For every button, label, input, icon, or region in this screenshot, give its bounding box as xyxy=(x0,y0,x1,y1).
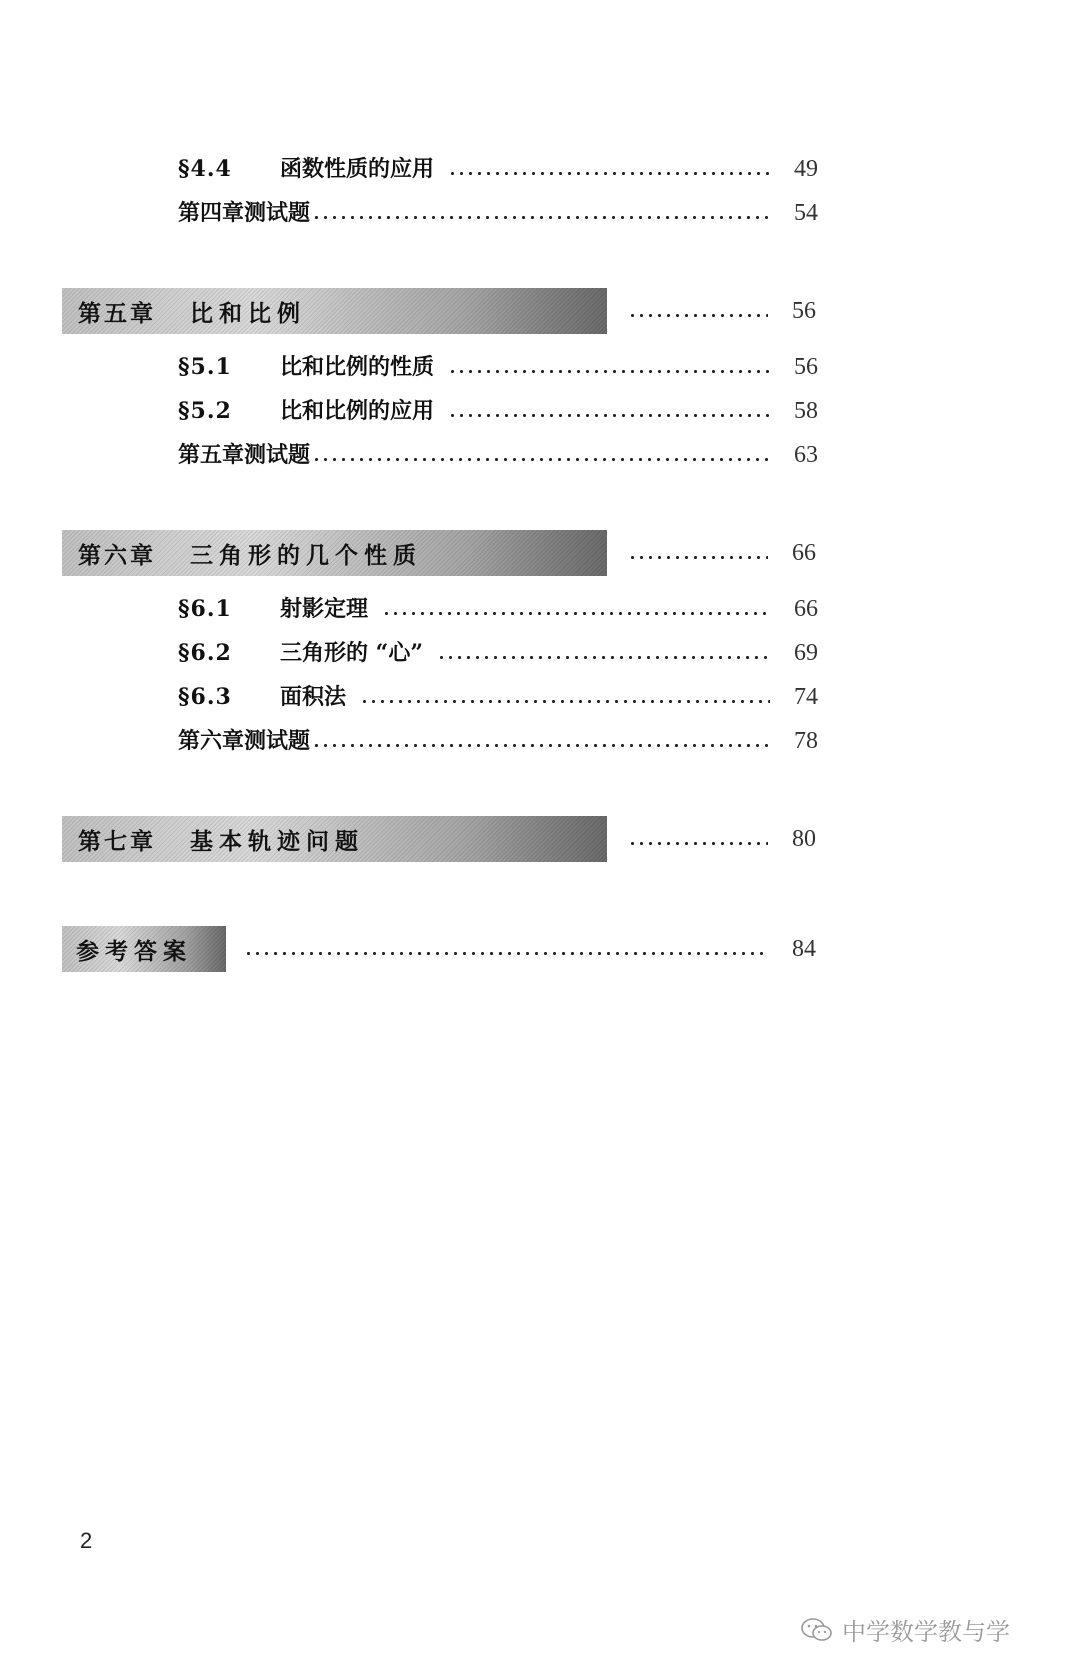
toc-entry-6-1 xyxy=(178,592,818,626)
section-number: §5.1 xyxy=(178,354,232,380)
dot-leader xyxy=(382,592,770,626)
section-number: §6.3 xyxy=(178,684,232,710)
dot-leader xyxy=(448,350,770,384)
page-number: 58 xyxy=(794,398,818,424)
page-number: 63 xyxy=(794,442,818,468)
answers-page xyxy=(244,926,819,972)
entry-title: 面积法 xyxy=(280,684,347,710)
wechat-icon xyxy=(800,1617,834,1643)
toc-entry-4-4 xyxy=(178,152,818,186)
page-number: 56 xyxy=(792,297,816,324)
entry-title: 比和比例的性质 xyxy=(280,354,435,380)
chapter-label: 第七章 xyxy=(78,827,156,855)
watermark-text: 中学数学教与学 xyxy=(842,1618,1010,1646)
page-number: 84 xyxy=(792,935,816,962)
chapter-banner-5 xyxy=(62,288,607,334)
entry-title: 三角形的 “心” xyxy=(280,640,423,666)
answers-banner xyxy=(62,926,226,972)
toc-entry-6-3 xyxy=(178,680,818,714)
entry-title: 第五章测试题 xyxy=(178,442,311,468)
page-number: 54 xyxy=(794,200,818,226)
section-number: §4.4 xyxy=(178,156,232,182)
toc-entry-chapter6-test xyxy=(178,724,818,758)
section-number: §5.2 xyxy=(178,398,232,424)
dot-leader xyxy=(628,288,768,334)
toc-entry-5-1 xyxy=(178,350,818,384)
toc-entry-chapter5-test xyxy=(178,438,818,472)
chapter-banner-7 xyxy=(62,816,607,862)
dot-leader xyxy=(244,926,768,972)
dot-leader xyxy=(448,394,770,428)
entry-title: 射影定理 xyxy=(280,596,369,622)
watermark xyxy=(800,1612,1010,1647)
chapter-label: 第六章 xyxy=(78,541,156,569)
folio-number: 2 xyxy=(80,1528,93,1553)
page-number: 66 xyxy=(792,539,816,566)
dot-leader xyxy=(628,530,768,576)
toc-entry-5-2 xyxy=(178,394,818,428)
chapter-page-7 xyxy=(628,816,818,862)
page-number: 66 xyxy=(794,596,818,622)
chapter-label: 第五章 xyxy=(78,299,156,327)
page-number: 69 xyxy=(794,640,818,666)
dot-leader xyxy=(312,438,770,472)
chapter-page-5 xyxy=(628,288,818,334)
entry-title: 函数性质的应用 xyxy=(280,156,435,182)
chapter-title: 比和比例 xyxy=(190,300,306,327)
page-number: 56 xyxy=(794,354,818,380)
entry-title: 第六章测试题 xyxy=(178,728,311,754)
chapter-banner-6 xyxy=(62,530,607,576)
page-number: 78 xyxy=(794,728,818,754)
dot-leader xyxy=(360,680,770,714)
dot-leader xyxy=(448,152,770,186)
dot-leader xyxy=(628,816,768,862)
entry-title: 比和比例的应用 xyxy=(280,398,435,424)
section-number: §6.1 xyxy=(178,596,232,622)
section-number: §6.2 xyxy=(178,640,232,666)
chapter-title: 基本轨迹问题 xyxy=(190,828,364,855)
toc-entry-chapter4-test xyxy=(178,196,818,230)
chapter-page-6 xyxy=(628,530,818,576)
chapter-title: 三角形的几个性质 xyxy=(190,542,422,569)
page-number: 74 xyxy=(794,684,818,710)
page-number: 80 xyxy=(792,825,816,852)
entry-title: 第四章测试题 xyxy=(178,200,311,226)
dot-leader xyxy=(437,636,770,670)
dot-leader xyxy=(312,196,770,230)
page-number: 49 xyxy=(794,156,818,182)
toc-entry-6-2 xyxy=(178,636,818,670)
dot-leader xyxy=(312,724,770,758)
answers-title: 参考答案 xyxy=(76,938,192,965)
